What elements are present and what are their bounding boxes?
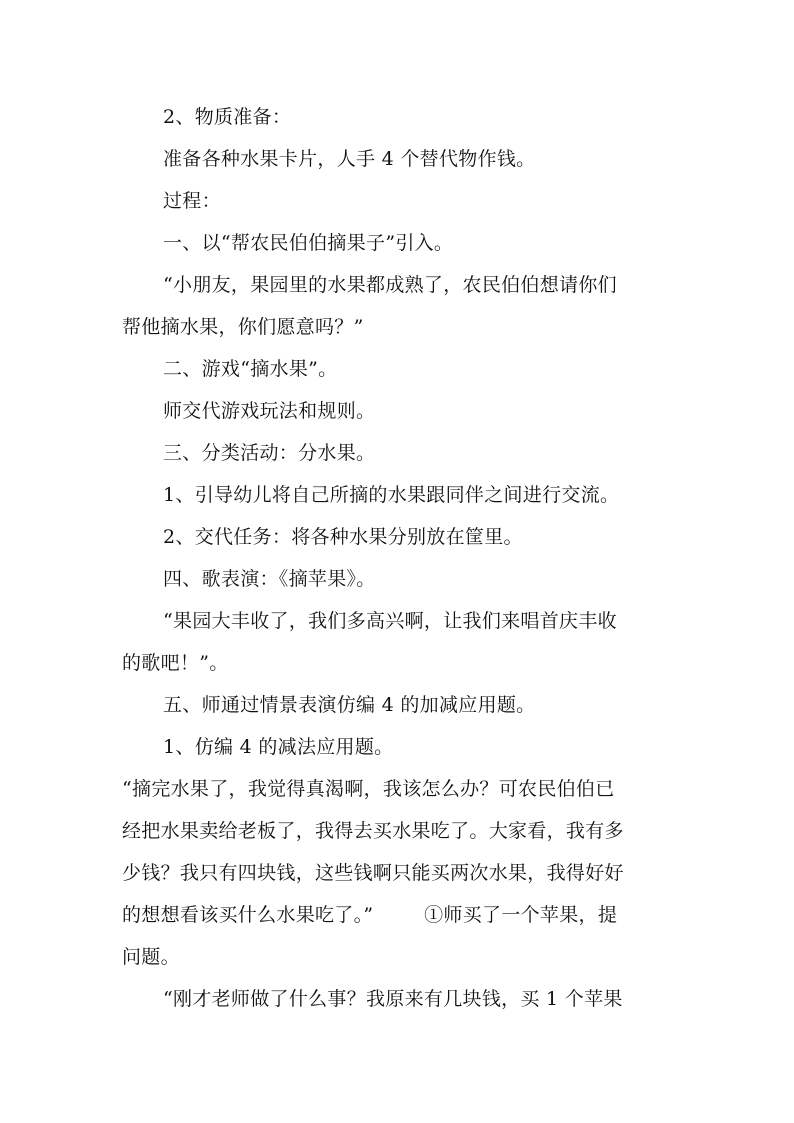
section-heading-process: 过程： <box>163 190 221 212</box>
paragraph-line: 少钱？我只有四块钱，这些钱啊只能买两次水果，我得好好 <box>122 862 624 884</box>
sub-heading: 1、仿编 4 的减法应用题。 <box>163 736 394 758</box>
step-heading-3: 三、分类活动：分水果。 <box>163 442 376 464</box>
step-heading-2: 二、游戏“摘水果”。 <box>163 358 338 380</box>
paragraph-line: 师交代游戏玩法和规则。 <box>163 400 376 422</box>
step-heading-4: 四、歌表演：《摘苹果》。 <box>163 568 376 590</box>
paragraph-line: 帮他摘水果，你们愿意吗？” <box>122 316 364 338</box>
paragraph-line: 经把水果卖给老板了，我得去买水果吃了。大家看，我有多 <box>122 820 624 842</box>
step-heading-1: 一、以“帮农民伯伯摘果子”引入。 <box>163 232 454 254</box>
paragraph-line: 问题。 <box>122 946 180 968</box>
section-heading-materials: 2、物质准备： <box>163 106 292 128</box>
step-heading-5: 五、师通过情景表演仿编 4 的加减应用题。 <box>163 694 536 716</box>
paragraph-line: 1、引导幼儿将自己所摘的水果跟同伴之间进行交流。 <box>163 484 620 506</box>
paragraph-line: 的想想看该买什么水果吃了。” ①师买了一个苹果，提 <box>122 904 618 926</box>
paragraph-line: “小朋友，果园里的水果都成熟了，农民伯伯想请你们 <box>163 274 617 296</box>
paragraph-line: “果园大丰收了，我们多高兴啊，让我们来唱首庆丰收 <box>163 610 617 632</box>
paragraph-line: 的歌吧！”。 <box>122 652 229 674</box>
paragraph-line: “摘完水果了，我觉得真渴啊，我该怎么办？可农民伯伯已 <box>122 778 615 800</box>
paragraph-line: 准备各种水果卡片，人手 4 个替代物作钱。 <box>163 148 536 170</box>
paragraph-line: “刚才老师做了什么事？我原来有几块钱，买 1 个苹果 <box>163 988 623 1010</box>
paragraph-line: 2、交代任务：将各种水果分别放在筐里。 <box>163 526 523 548</box>
